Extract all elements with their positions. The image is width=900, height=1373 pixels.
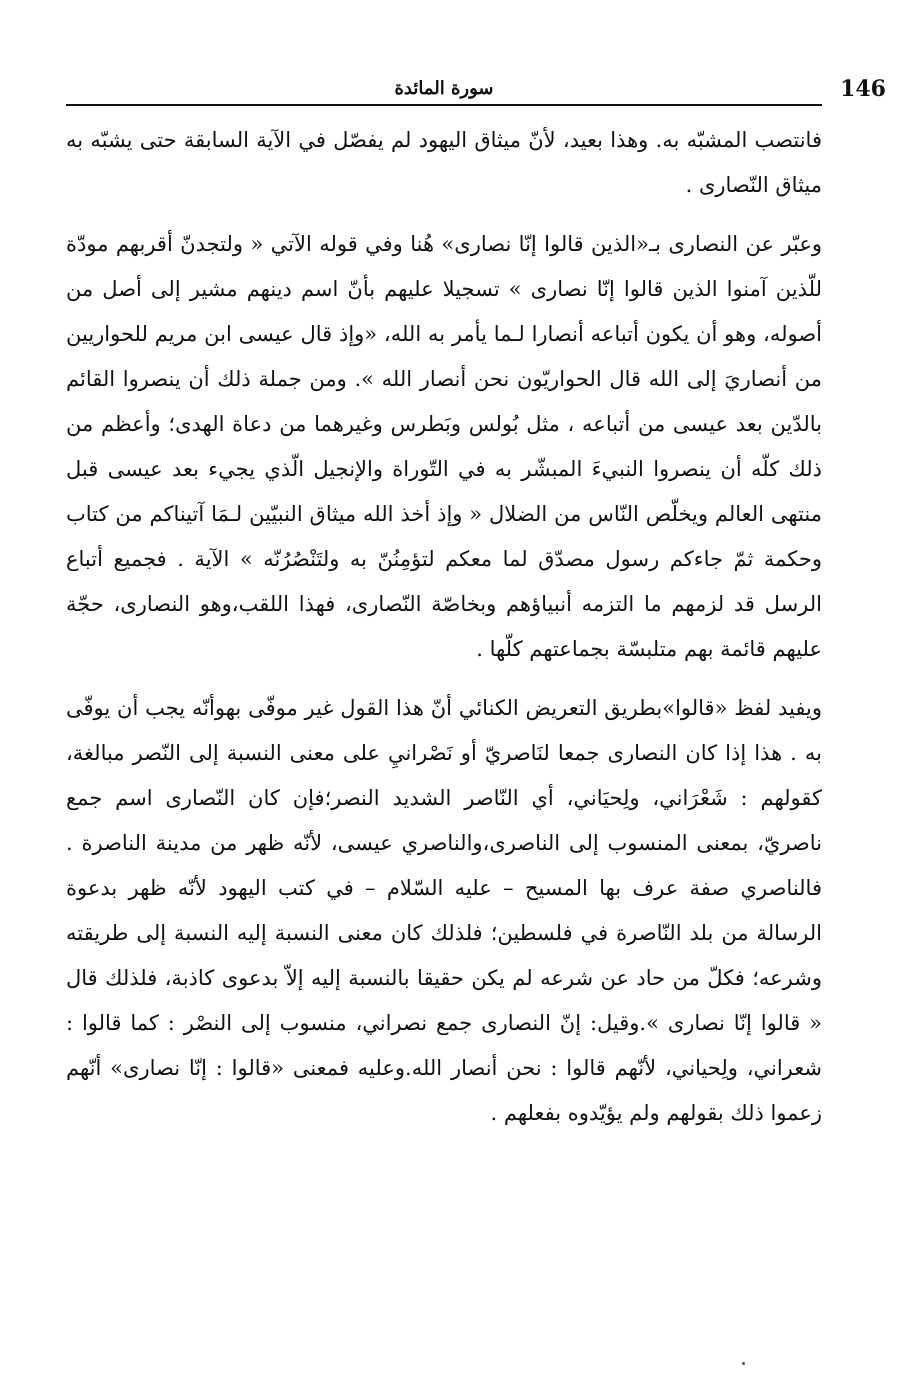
page-header xyxy=(66,72,886,104)
paragraph-2: وعبّر عن النصارى بـ«الذين قالوا إنّا نصارى» هُنا وفي قوله الآتي « ولتجدنّ أقربهم مودّة للّذين آمنوا الذين قالوا إنّا نصارى » تسجيلا عليهم بأنّ اسم دينهم مشير إلى أصل من أصوله، وهو أن يكون أتباعه أنصارا لـما يأمر به الله، «وإذ قال عيسى ابن مريم للحواريين من أنصاريَ إلى الله قال الحواريّون نحن أنصار الله ». ومن جملة ذلك أن ينصروا القائم بالدّين بعد عيسى من أتباعه ، مثل بُولس وبَطرس وغيرهما من دعاة الهدى؛ وأعظم من ذلك كلّه أن ينصروا النبيءَ المبشّر به في التّوراة والإنجيل الّذي يجيء بعد عيسى قبل منتهى العالم ويخلّص النّاس من الضلال « وإذ أخذ الله ميثاق النبيّين لـمَا آتيناكم من كتاب وحكمة ثمّ جاءكم رسول مصدّق لما معكم لتؤمِنُنّ به ولتَنْصُرُنّه » الآية . فجميع أتباع الرسل قد لزمهم ما التزمه أنبياؤهم وبخاصّة النّصارى، فهذا اللقب،وهو النصارى، حجّة عليهم قائمة بهم متلبسّة بجماعتهم كلّها . xyxy=(66,232,822,661)
scan-speck xyxy=(742,1362,745,1365)
header-rule xyxy=(66,104,822,106)
body-text xyxy=(66,118,822,1136)
paragraph-3: ويفيد لفظ «قالوا»بطريق التعريض الكنائي أنّ هذا القول غير موفّى بهوأنّه يجب أن يوفّى به . هذا إذا كان النصارى جمعا لنَاصريّ أو نَصْرانيِ على معنى النسبة إلى النّصر مبالغة، كقولهم : شَعْرَاني، ولِحيَاني، أي النّاصر الشديد النصر؛فإن كان النّصارى اسم جمع ناصريّ، بمعنى المنسوب إلى الناصرى،والناصري عيسى، لأنّه ظهر من مدينة الناصرة . فالناصري صفة عرف بها المسيح – عليه السّلام – في كتب اليهود لأنّه ظهر بدعوة الرسالة من بلد النّاصرة في فلسطين؛ فلذلك كان معنى النسبة إليه النسبة إلى طريقته وشرعه؛ فكلّ من حاد عن شرعه لم يكن حقيقا بالنسبة إليه إلاّ بدعوى كاذبة، فلذلك قال « قالوا إنّا نصارى ».وقيل: إنّ النصارى جمع نصراني، منسوب إلى النصْر : كما قالوا : شعراني، ولِحياني، لأنّهم قالوا : نحن أنصار الله.وعليه فمعنى «قالوا : إنّا نصارى» أنّهم زعموا ذلك بقولهم ولم يؤيّدوه بفعلهم . xyxy=(66,696,822,1125)
paragraph-1: فانتصب المشبّه به. وهذا بعيد، لأنّ ميثاق اليهود لم يفصّل في الآية السابقة حتى يشبّه به ميثاق النّصارى . xyxy=(66,128,822,197)
running-title: سورة المائدة xyxy=(394,78,494,99)
page-number: 146 xyxy=(840,76,886,102)
